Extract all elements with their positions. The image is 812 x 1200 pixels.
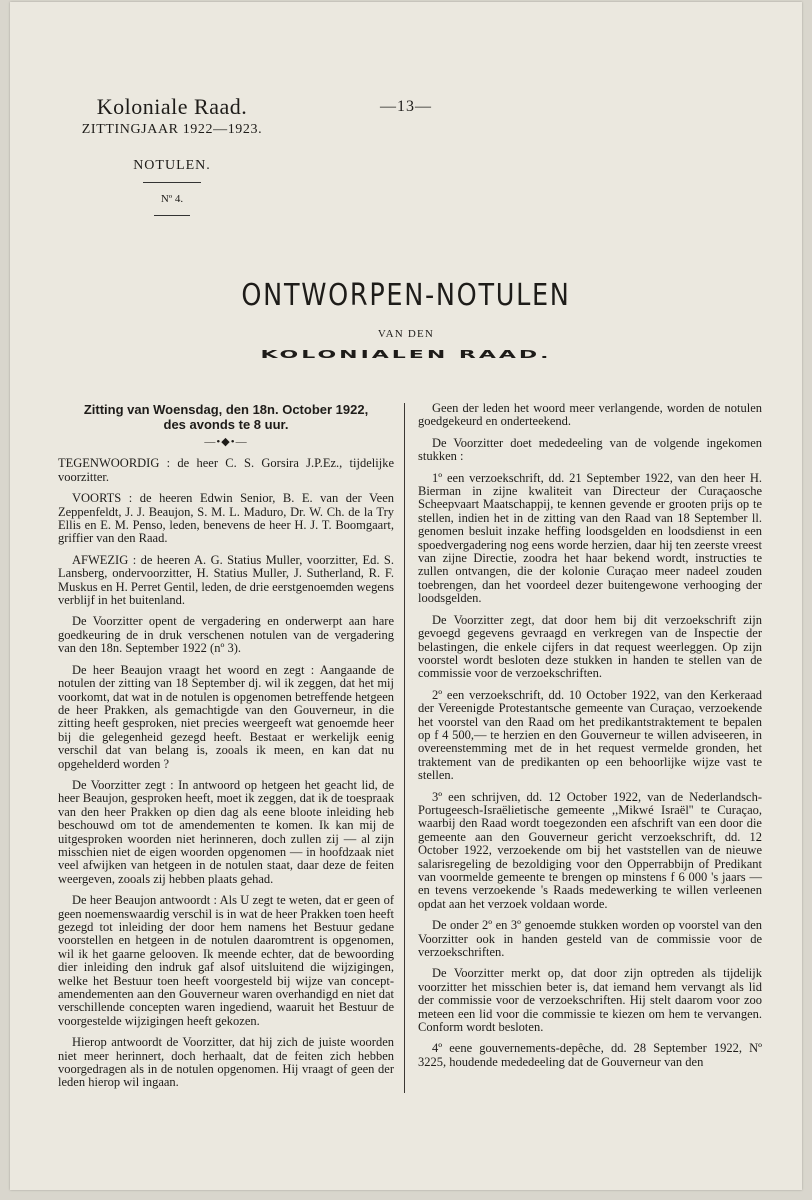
paragraph: 3º een schrijven, dd. 12 October 1922, van de Nederlandsch-Portugeesch-Israëlietische gemeente ,,Mikwé Israël'' te Curaçao, waarbij den Raad wordt toegezonden een afschrift van een door die gemeente aan den Gouverneur gericht verzoekschrift, dd. 12 October 1922, verzoekende om bij het vaststellen van de nieuwe salarisregeling de bezoldiging voor den Opperrabbijn of Predikant van voormelde gemeente te brengen op minstens f 6 000 's jaars — en tevens verzoekende 's Raads medewerking te willen verleenen opdat aan het verzoek voldaan worde. bbox=[418, 789, 762, 911]
masthead bbox=[62, 94, 282, 216]
paragraph: De onder 2º en 3º genoemde stukken worden op voorstel van den Voorzitter ook in handen gesteld van de commissie voor de verzoekschriften. bbox=[418, 918, 762, 960]
page-number: —13— bbox=[380, 98, 432, 115]
paragraph: 1º een verzoekschrift, dd. 21 September 1922, van den heer H. Bierman in zijne kwaliteit van Directeur der Curaçaosche Scheepvaart Maatschappij, te kennen gevende er grooten prijs op te stellen, indien het in de zitting van den Raad van 18 September ll. genomen besluit inzake heffing loodsgelden en loodsdienst in een spoedvergadering nog eens worde herzien, daar hij ten zeerste vreest van zijne Directie, zoodra het haar bekend wordt, instructies te zullen ontvangen, die der kolonie Curaçao meer nadeel zouden toebrengen, dan het voordeel dezer buitengewone verhooging der loodsgelden. bbox=[418, 470, 762, 606]
session-date: Zitting van Woensdag, den 18n. October 1922, bbox=[83, 402, 369, 417]
session-year: ZITTINGJAAR 1922—1923. bbox=[81, 122, 263, 137]
paragraph-absent: AFWEZIG : de heeren A. G. Statius Muller, voorzitter, Ed. S. Lansberg, ondervoorzitter, H. Statius Muller, J. Sutherland, R. F. Muskus en H. Perret Gentil, leden, de drie eerstgenoemden wegens verblijf in het buitenland. bbox=[58, 552, 395, 608]
paragraph: Hierop antwoordt de Voorzitter, dat hij zich de juiste woorden niet meer herinnert, doch herhaalt, dat de feiten zich hebben voorgedragen als in de notulen opgenomen. Hij vraagt of geen der leden hierop wil ingaan. bbox=[58, 1035, 394, 1090]
paragraph: De heer Beaujon antwoordt : Als U zegt te weten, dat er geen of geen noemenswaardig verschil is in wat de heer Prakken toen heeft gezegd tot inleiding der door hem namens het Bestuur gedane voorstellen en hetgeen in de notulen daaromtrent is opgenomen, wil ik het gaarne gelooven. Ik meende echter, dat de bewoording dier inleiding den indruk gaf alsof uitsluitend die wijzigingen, welke het Bestuur toen heeft voorgesteld bij wijze van concept-amendementen aan den Gouverneur waren overhandigd en niet dat verschillende concepten waren ingediend, waaruit het Bestuur de voorgestelde wijzigingen heeft gekozen. bbox=[58, 893, 394, 1028]
paragraph-present: TEGENWOORDIG : de heer C. S. Gorsira J.P.Ez., tijdelijke voorzitter. bbox=[58, 456, 394, 484]
paragraph: De Voorzitter doet mededeeling van de volgende ingekomen stukken : bbox=[418, 435, 762, 464]
paragraph: Geen der leden het woord meer verlangende, worden de notulen goedgekeurd en onderteekend. bbox=[418, 401, 762, 429]
paragraph: 4º eene gouvernements-depêche, dd. 28 September 1922, Nº 3225, houdende mededeeling dat de Gouverneur van den bbox=[418, 1041, 762, 1069]
flourish-ornament: —•◆•— bbox=[204, 436, 248, 448]
session-heading bbox=[58, 402, 394, 432]
minutes-label: NOTULEN. bbox=[133, 158, 211, 173]
paragraph: De Voorzitter opent de vergadering en onderwerpt aan hare goedkeuring de in druk verschenen notulen van de vergadering van den 18n. September 1922 (nº 3). bbox=[58, 614, 394, 656]
paragraph: 2º een verzoekschrift, dd. 10 October 1922, van den Kerkeraad der Vereenigde Protestantsche gemeente van Curaçao, verzoekende het voorstel van den Raad om het predikantstraktement te bepalen op f 4 500,— te herzien en den Gouverneur te willen adviseeren, in overeenstemming met de in het request vermelde gronden, het traktement van de predikanten op een behoorlijke wijze vast te stellen. bbox=[418, 687, 762, 783]
document-title: ONTWORPEN-NOTULEN bbox=[241, 278, 571, 313]
masthead-rule-short bbox=[154, 215, 190, 216]
left-column bbox=[58, 402, 394, 1098]
paragraph: De Voorzitter merkt op, dat door zijn optreden als tijdelijk voorzitter het misschien beter is, dat iemand hem vervangt als lid der commissie voor de verzoekschriften. Hij stelt daarom voor zoo meteen een lid voor die commissie te kiezen om hem te vervangen. Conform wordt besloten. bbox=[418, 966, 762, 1035]
right-column bbox=[418, 402, 762, 1077]
title-connector: VAN DEN bbox=[377, 328, 435, 340]
masthead-rule bbox=[143, 182, 201, 183]
paragraph: De heer Beaujon vraagt het woord en zegt : Aangaande de notulen der zitting van 18 September dj. wil ik zeggen, dat het mij voorkomt, dat wat in de notulen is opgenomen betreffende hetgeen de heer Prakken, als gemachtigde van den Gouverneur, in die zitting heeft gesproken, niet precies weergeeft wat genoemde heer bij die gelegenheid gezegd heeft. Bestaat er werkelijk eenig verschil dat van belang is, zooals ik meen, en kan dat nu opgehelderd worden ? bbox=[58, 662, 394, 771]
session-time: des avonds te 8 uur. bbox=[163, 417, 289, 432]
issue-number: Nº 4. bbox=[160, 193, 184, 205]
column-divider bbox=[404, 403, 405, 1093]
paragraph: De Voorzitter zegt, dat door hem bij dit verzoekschrift zijn gevoegd gegevens gevraagd en verkregen van de Inspectie der belastingen, die enkele cijfers in dat request weerleggen. Op zijn voorstel wordt besloten deze stukken in handen te stellen van de commissie voor de verzoekschriften. bbox=[418, 612, 762, 681]
paragraph: De Voorzitter zegt : In antwoord op hetgeen het geacht lid, de heer Beaujon, gesproken heeft, moet ik zeggen, dat ik de toespraak van den heer Prakken op dien dag als eene bloote inleiding heb beschouwd om tot de amendementen te komen. Ik kan mij de uitgesproken woorden niet herinneren, doch zullen zij — al zijn misschien niet de eigen woorden opgenomen — in hoofdzaak niet veel afwijken van hetgeen in de notulen staat, daar deze de feiten weergeven, zooals zij hebben plaats gehad. bbox=[58, 777, 394, 886]
title-council: KOLONIALEN RAAD. bbox=[260, 348, 552, 361]
paragraph-also-present: VOORTS : de heeren Edwin Senior, B. E. van der Veen Zeppenfeldt, J. J. Beaujon, S. M. L. Maduro, Dr. W. Ch. de la Try Ellis en E. M. Penso, leden, benevens de heer H. J. T. Boomgaart, griffier van den Raad. bbox=[58, 491, 394, 546]
council-name: Koloniale Raad. bbox=[96, 94, 248, 119]
